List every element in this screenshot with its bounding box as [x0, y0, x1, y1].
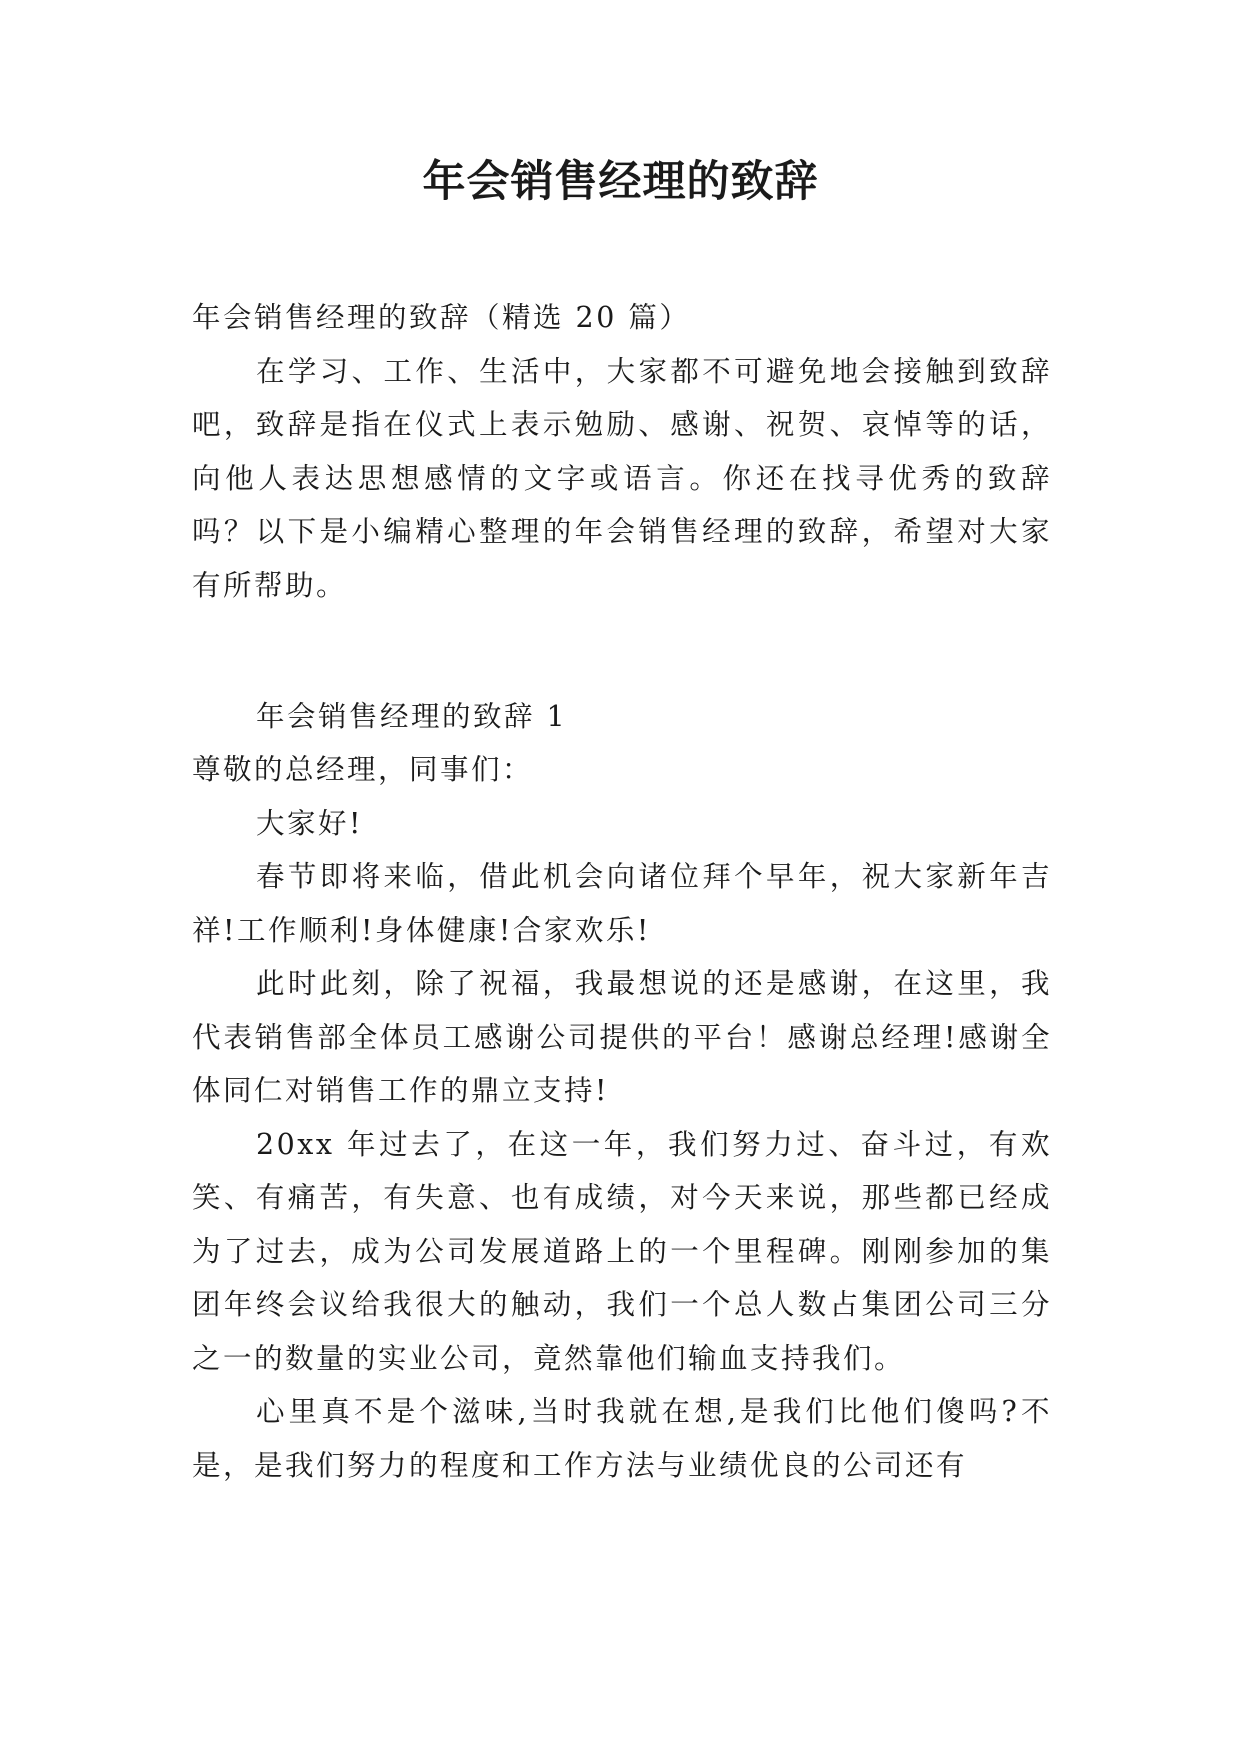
salutation: 尊敬的总经理，同事们： — [192, 753, 534, 786]
document-subtitle: 年会销售经理的致辞（精选 20 篇） — [192, 301, 691, 334]
section-spacer — [192, 612, 1052, 665]
section-heading: 年会销售经理的致辞 1 — [256, 700, 568, 733]
document-title: 年会销售经理的致辞 — [422, 157, 819, 207]
document-body — [192, 291, 1052, 1492]
intro-paragraph: 在学习、工作、生活中，大家都不可避免地会接触到致辞吧，致辞是指在仪式上表示勉励、感谢、祝贺、哀悼等的话，向他人表达思想感情的文字或语言。你还在找寻优秀的致辞吗？以下是小编精心整理的年会销售经理的致辞，希望对大家有所帮助。 — [192, 354, 1052, 602]
body-paragraph: 心里真不是个滋味,当时我就在想,是我们比他们傻吗?不是，是我们努力的程度和工作方法与业绩优良的公司还有 — [192, 1395, 1052, 1482]
body-paragraph: 20xx 年过去了，在这一年，我们努力过、奋斗过，有欢笑、有痛苦，有失意、也有成绩，对今天来说，那些都已经成为了过去，成为公司发展道路上的一个里程碑。刚刚参加的集团年终会议给我很大的触动，我们一个总人数占集团公司三分之一的数量的实业公司，竟然靠他们输血支持我们。 — [192, 1127, 1052, 1375]
greeting: 大家好! — [256, 806, 363, 840]
body-paragraph: 此时此刻，除了祝福，我最想说的还是感谢，在这里，我代表销售部全体员工感谢公司提供的平台！感谢总经理!感谢全体同仁对销售工作的鼎立支持! — [192, 967, 1052, 1107]
body-paragraph: 春节即将来临，借此机会向诸位拜个早年，祝大家新年吉祥!工作顺利!身体健康!合家欢乐! — [192, 860, 1052, 947]
